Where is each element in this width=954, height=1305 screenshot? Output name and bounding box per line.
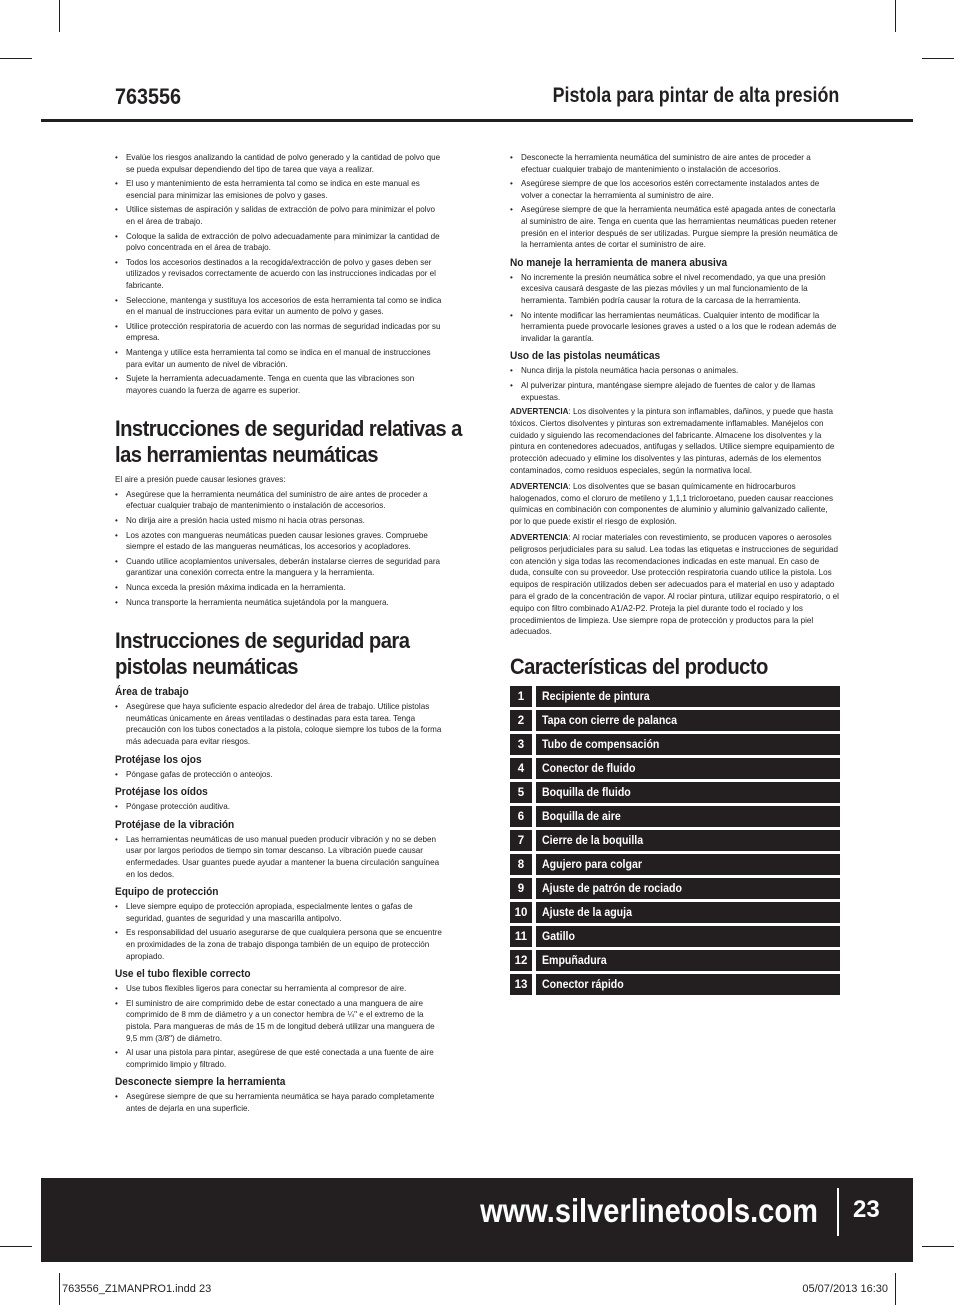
vibration-bullets	[115, 834, 445, 880]
warning-paragraph	[510, 532, 840, 638]
footer-band	[41, 1178, 913, 1262]
feature-number: 2	[510, 710, 532, 731]
list-item: • Cuando utilice acoplamientos universales, deberán instalarse cierres de seguridad para garantizar una conexión correcta entre la manguera y la herramienta.	[115, 556, 445, 579]
subheading-vibration: Protéjase de la vibración	[115, 818, 235, 831]
hose-bullets	[115, 983, 445, 1070]
feature-label: Cierre de la boquilla	[542, 834, 644, 847]
feature-number: 1	[510, 686, 532, 707]
list-item: • El suministro de aire comprimido debe de estar conectado a una manguera de aire comprimido de 8 mm de diámetro y a un conector hembra de ¼" e el extremo de la pistola. Para mangueras de más de 15 m de longitud deberá utilizar una manguera de 9,5 mm (3/8") de diámetro.	[115, 998, 445, 1044]
warning-label: ADVERTENCIA	[510, 533, 569, 543]
subheading-ppe: Equipo de protección	[115, 886, 219, 899]
features-table	[510, 686, 840, 995]
list-item: • Asegúrese que haya suficiente espacio alrededor del área de trabajo. Utilice pistolas neumáticas únicamente en áreas ventiladas o destinadas para esta tarea. Tenga precaución con los tubos conectados a la pistola, coloque siempre los tubos de la forma más adecuada para evitar riesgos.	[115, 701, 445, 747]
section-intro: El aire a presión puede causar lesiones graves:	[115, 475, 286, 485]
feature-label: Empuñadura	[542, 954, 607, 967]
subheading-abuse: No maneje la herramienta de manera abusiva	[510, 256, 728, 269]
list-item: • El uso y mantenimiento de esta herramienta tal como se indica en este manual es esencial para minimizar las emisiones de polvo y gases.	[115, 178, 445, 201]
subheading-disconnect: Desconecte siempre la herramienta	[115, 1076, 286, 1089]
section-title-pneumatic-safety: Instrucciones de seguridad relativas a las herramientas neumáticas	[115, 416, 462, 468]
use-bullets	[510, 365, 840, 403]
feature-number: 6	[510, 806, 532, 827]
air-supply-bullets	[510, 152, 840, 251]
feature-label-cell	[536, 974, 840, 995]
list-item: • Asegúrese siempre de que su herramienta neumática se haya parado completamente antes de dejarla en una superficie.	[115, 1091, 445, 1114]
feature-row	[510, 806, 840, 827]
slug-datetime: 05/07/2013 16:30	[802, 1283, 888, 1295]
header-rule	[41, 119, 913, 122]
list-item: • Lleve siempre equipo de protección apropiada, especialmente lentes o gafas de seguridad, guantes de seguridad y una mascarilla antipolvo.	[115, 901, 445, 924]
feature-label: Conector rápido	[542, 978, 624, 991]
section-title-features: Características del producto	[510, 654, 768, 680]
left-column	[115, 152, 462, 1117]
feature-label-cell	[536, 710, 840, 731]
feature-row	[510, 950, 840, 971]
list-item: • Asegúrese siempre de que la herramienta neumática esté apagada antes de conectarla al suministro de aire. Tenga en cuenta que las herramientas neumáticas pueden retener presión en el interior después de ser utilizadas. Purgue siempre la presión neumática de la herramienta antes de cortar el suministro de aire.	[510, 204, 840, 250]
feature-row	[510, 686, 840, 707]
feature-label-cell	[536, 926, 840, 947]
feature-row	[510, 734, 840, 755]
section-title-spray-gun-safety: Instrucciones de seguridad para pistolas neumáticas	[115, 628, 410, 680]
feature-label-cell	[536, 902, 840, 923]
feature-row	[510, 974, 840, 995]
feature-label-cell	[536, 806, 840, 827]
list-item: • Los azotes con mangueras neumáticas pueden causar lesiones graves. Compruebe siempre el estado de las mangueras neumáticas, los accesorios y acopladores.	[115, 530, 445, 553]
feature-row	[510, 854, 840, 875]
feature-number: 3	[510, 734, 532, 755]
feature-label: Gatillo	[542, 930, 575, 943]
ears-bullets	[115, 801, 445, 813]
subheading-ears: Protéjase los oídos	[115, 786, 208, 799]
list-item: • Sujete la herramienta adecuadamente. Tenga en cuenta que las vibraciones son mayores cuando la fuerza de agarre es superior.	[115, 373, 445, 396]
list-item: • Use tubos flexibles ligeros para conectar su herramienta al compresor de aire.	[115, 983, 445, 995]
list-item: • Mantenga y utilice esta herramienta tal como se indica en el manual de instrucciones para evitar un aumento de nivel de vibración.	[115, 347, 445, 370]
dust-bullets	[115, 152, 445, 396]
website-url: www.silverlinetools.com	[480, 1192, 818, 1229]
warning-label: ADVERTENCIA	[510, 407, 569, 417]
feature-number: 5	[510, 782, 532, 803]
list-item: • Póngase protección auditiva.	[115, 801, 445, 813]
feature-row	[510, 830, 840, 851]
warning-paragraph	[510, 406, 840, 477]
warning-label: ADVERTENCIA	[510, 481, 569, 491]
warning-text: : Al rociar materiales con revestimiento, se producen vapores o aerosoles peligrosos perjudiciales para su salud. Lea todas las etiquetas e instrucciones de seguridad con atención y siga todas las recomendaciones indicadas en este manual. En caso de duda, consulte con su proveedor. Use protección respiratoria cuando utilice la pistola. Los equipos de respiración utilizados deben ser adecuados para el material en uso y adaptado para el grado de la concentración de vapor. Al rociar pintura, utilizar equipo respiratorio, o el equipo con filtro combinado A1/A2-P2. Proteja la piel durante todo el rociado y los procedimientos de limpieza. Use siempre ropa de protección y productos para la piel adecuados.	[510, 533, 839, 637]
feature-label: Conector de fluido	[542, 762, 636, 775]
subheading-work-area: Área de trabajo	[115, 686, 189, 699]
list-item: • Asegúrese siempre de que los accesorios estén correctamente instalados antes de volver a conectar la herramienta al suministro de aire.	[510, 178, 840, 201]
crop-mark	[59, 0, 60, 32]
feature-number: 10	[510, 902, 532, 923]
feature-label-cell	[536, 878, 840, 899]
list-item: • Utilice protección respiratoria de acuerdo con las normas de seguridad indicadas por su empresa.	[115, 321, 445, 344]
list-item: • Coloque la salida de extracción de polvo adecuadamente para minimizar la cantidad de polvo concentrada en el área de trabajo.	[115, 231, 445, 254]
feature-row	[510, 878, 840, 899]
feature-label-cell	[536, 686, 840, 707]
footer-divider	[837, 1188, 839, 1236]
work-area-bullets	[115, 701, 445, 747]
feature-row	[510, 782, 840, 803]
crop-mark	[895, 1273, 896, 1305]
list-item: • No intente modificar las herramientas neumáticas. Cualquier intento de modificar la herramienta puede provocarle lesiones graves a usted o a los que le rodean además de invalidar la garantía.	[510, 310, 840, 345]
feature-label: Agujero para colgar	[542, 858, 642, 871]
feature-label: Ajuste de patrón de rociado	[542, 882, 682, 895]
subheading-eyes: Protéjase los ojos	[115, 753, 202, 766]
list-item: • Nunca exceda la presión máxima indicada en la herramienta.	[115, 582, 445, 594]
crop-mark	[922, 1246, 954, 1247]
abuse-bullets	[510, 272, 840, 345]
feature-label: Ajuste de la aguja	[542, 906, 632, 919]
list-item: • Utilice sistemas de aspiración y salidas de extracción de polvo para minimizar el polvo en el área de trabajo.	[115, 204, 445, 227]
list-item: • No incremente la presión neumática sobre el nivel recomendado, ya que una presión excesiva causará desgaste de las piezas móviles y un mal funcionamiento de la herramienta. También podría causar la rotura de la carcasa de la herramienta.	[510, 272, 840, 307]
subheading-use: Uso de las pistolas neumáticas	[510, 350, 661, 363]
crop-mark	[59, 1273, 60, 1305]
list-item: • Nunca dirija la pistola neumática hacia personas o animales.	[510, 365, 840, 377]
list-item: • Evalúe los riesgos analizando la cantidad de polvo generado y la cantidad de polvo que se pueda expulsar dependiendo del tipo de tarea que vaya a realizar.	[115, 152, 445, 175]
page-number: 23	[853, 1196, 880, 1223]
crop-mark	[922, 58, 954, 59]
list-item: • Las herramientas neumáticas de uso manual pueden producir vibración y no se deben usar por largos periodos de tiempo sin tomar descanso. La vibración puede causar enfermedades. Usar guantes puede ayudar a mantener la buena circulación sanguínea en los dedos.	[115, 834, 445, 880]
disconnect-bullets	[115, 1091, 445, 1114]
list-item: • Póngase gafas de protección o anteojos.	[115, 769, 445, 781]
feature-label-cell	[536, 830, 840, 851]
eyes-bullets	[115, 769, 445, 781]
feature-label: Boquilla de fluido	[542, 786, 631, 799]
feature-label-cell	[536, 854, 840, 875]
list-item: • Es responsabilidad del usuario asegurarse de que cualquiera persona que se encuentre en proximidades de la zona de trabajo disponga también de un equipo de protección apropiado.	[115, 927, 445, 962]
feature-row	[510, 710, 840, 731]
pneumatic-bullets	[115, 489, 445, 608]
list-item: • Al pulverizar pintura, manténgase siempre alejado de fuentes de calor y de llamas expuestas.	[510, 380, 840, 403]
feature-label: Boquilla de aire	[542, 810, 621, 823]
subheading-hose: Use el tubo flexible correcto	[115, 968, 251, 981]
feature-label-cell	[536, 734, 840, 755]
list-item: • Desconecte la herramienta neumática del suministro de aire antes de proceder a efectuar cualquier trabajo de mantenimiento o instalación de accesorios.	[510, 152, 840, 175]
list-item: • Al usar una pistola para pintar, asegúrese de que esté conectada a una fuente de aire comprimido limpio y filtrado.	[115, 1047, 445, 1070]
feature-label: Recipiente de pintura	[542, 690, 650, 703]
feature-number: 4	[510, 758, 532, 779]
feature-label-cell	[536, 758, 840, 779]
list-item: • Todos los accesorios destinados a la recogida/extracción de polvo y gases deben ser utilizados y revisados correctamente de acuerdo con las instrucciones indicadas por el fabricante.	[115, 257, 445, 292]
feature-number: 12	[510, 950, 532, 971]
page-title: Pistola para pintar de alta presión	[552, 84, 839, 107]
feature-row	[510, 926, 840, 947]
page-header	[41, 84, 913, 124]
feature-number: 11	[510, 926, 532, 947]
ppe-bullets	[115, 901, 445, 962]
warning-paragraph	[510, 481, 840, 528]
right-column	[510, 152, 840, 998]
feature-label: Tubo de compensación	[542, 738, 660, 751]
product-code: 763556	[115, 84, 182, 109]
feature-row	[510, 902, 840, 923]
warning-text: : Los disolventes y la pintura son inflamables, dañinos, y puede que hasta tóxicos. Ciertos disolventes y pinturas son extremadamente inflamables. Manéjelos con cuidado y siguiendo las recomendaciones del fabricante. Almacene los disolventes y la pintura en contenedores adecuados, antifugas y sellados. Utilice siempre equipamiento de protección adecuado y elimine los disolventes y las pinturas, además de los elementos contaminados, como residuos especiales, según la normativa local.	[510, 407, 835, 476]
list-item: • No dirija aire a presión hacia usted mismo ni hacia otras personas.	[115, 515, 445, 527]
feature-label-cell	[536, 782, 840, 803]
list-item: • Nunca transporte la herramienta neumática sujetándola por la manguera.	[115, 597, 445, 609]
crop-mark	[0, 58, 32, 59]
list-item: • Seleccione, mantenga y sustituya los accesorios de esta herramienta tal como se indica en el manual de instrucciones para evitar un aumento de polvo y gases.	[115, 295, 445, 318]
feature-label: Tapa con cierre de palanca	[542, 714, 678, 727]
feature-number: 13	[510, 974, 532, 995]
feature-label-cell	[536, 950, 840, 971]
feature-row	[510, 758, 840, 779]
feature-number: 8	[510, 854, 532, 875]
warning-text: : Los disolventes que se basan químicamente en hidrocarburos halogenados, como el cloruro de metileno y 1,1,1 tricloroetano, pueden causar reacciones químicas en combinación con componentes de aluminio y aluminio galvanizado caliente, por lo que puede existir el riesgo de explosión.	[510, 481, 834, 527]
crop-mark	[0, 1246, 32, 1247]
crop-mark	[895, 0, 896, 32]
feature-number: 7	[510, 830, 532, 851]
feature-number: 9	[510, 878, 532, 899]
slug-filename: 763556_Z1MANPRO1.indd 23	[62, 1283, 212, 1295]
list-item: • Asegúrese que la herramienta neumática del suministro de aire antes de proceder a efectuar cualquier trabajo de mantenimiento o instalación de accesorios.	[115, 489, 445, 512]
